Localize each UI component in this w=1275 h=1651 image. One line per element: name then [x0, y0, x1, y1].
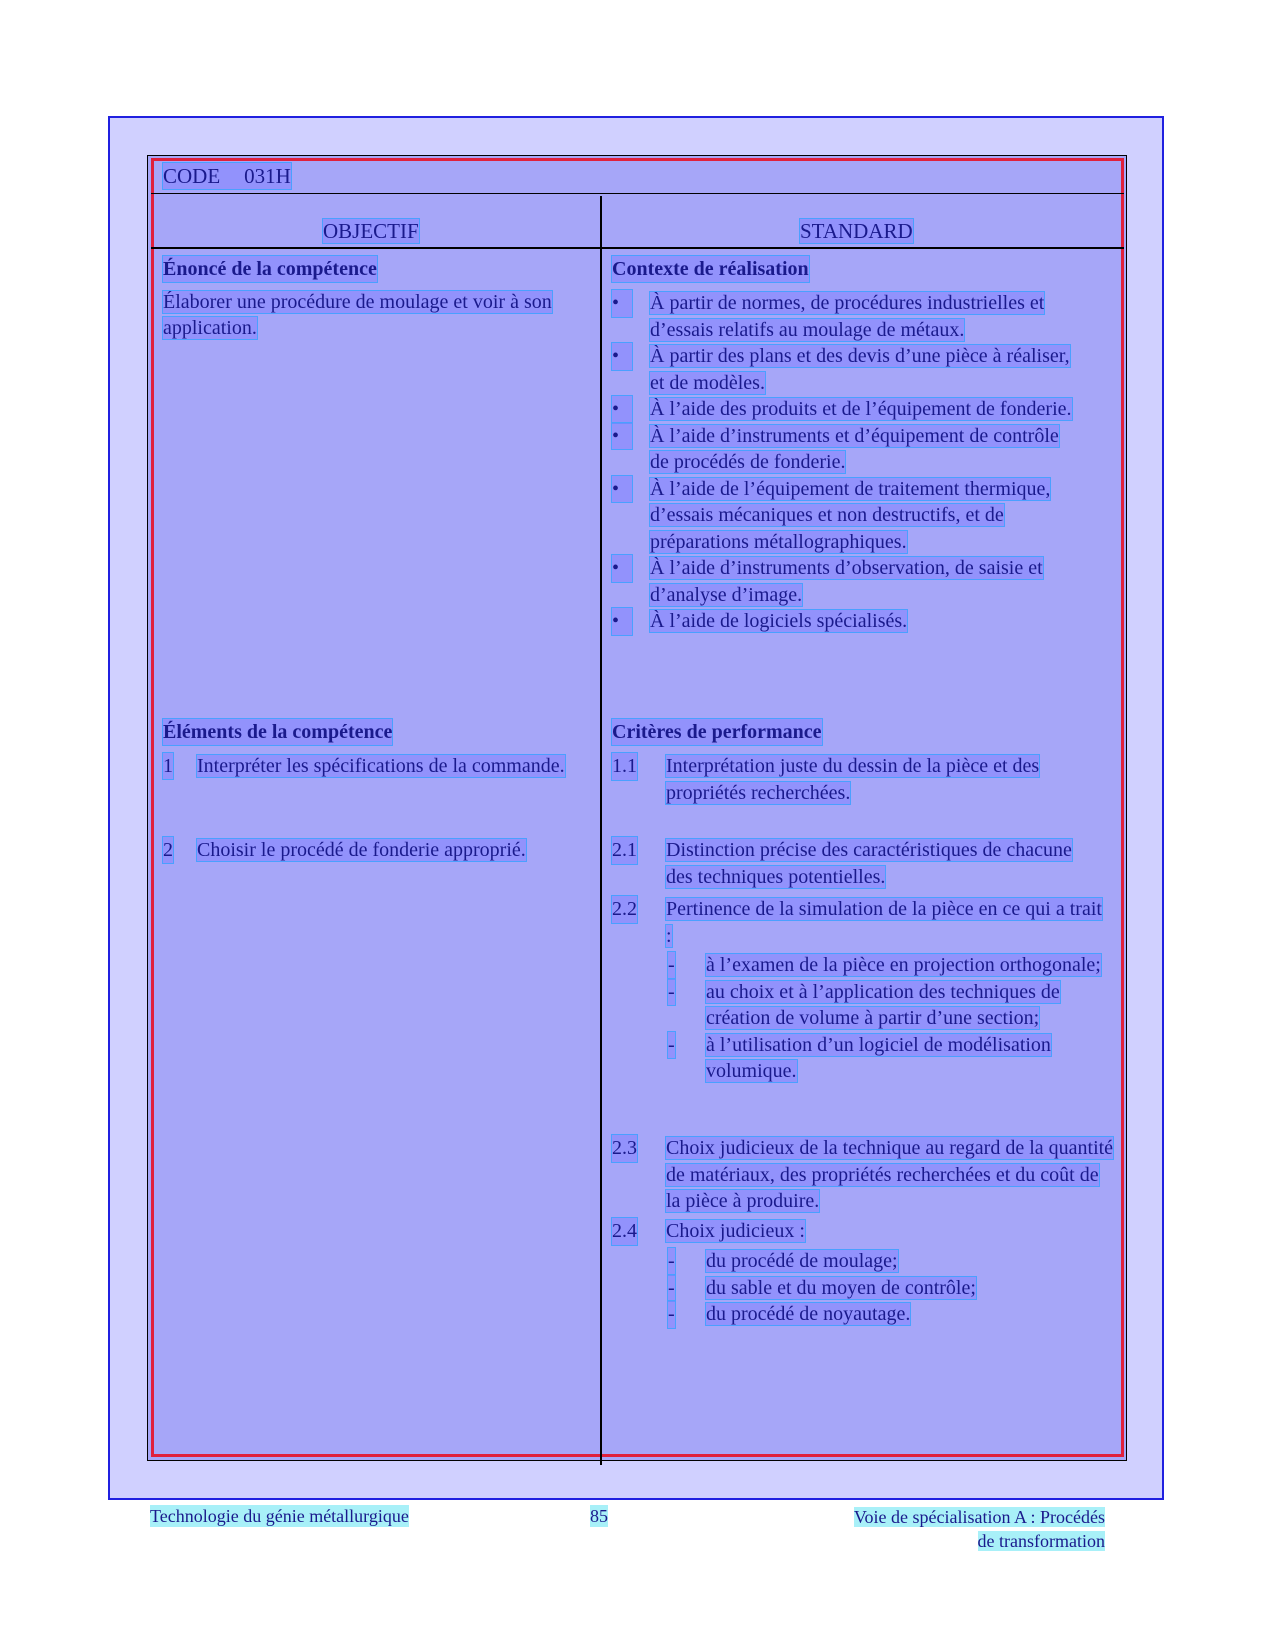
- divider: [151, 247, 1124, 249]
- footer-page-number: 85: [590, 1506, 608, 1526]
- list-item: - du procédé de moulage;: [668, 1248, 1108, 1275]
- footer-section-line1: Voie de spécialisation A : Procédés: [853, 1507, 1105, 1527]
- column-header-standard: [800, 218, 913, 244]
- list-item: • À partir de normes, de procédures industrielles et d’essais relatifs au moulage de métaux.: [612, 292, 1045, 341]
- critere-1-1: 1.1 Interprétation juste du dessin de la pièce et des propriétés recherchées.: [612, 755, 1040, 804]
- enonce-text: [163, 289, 599, 341]
- footer-program: Technologie du génie métallurgique: [150, 1506, 409, 1526]
- enonce-text-content: Élaborer une procédure de moulage et voir à son application.: [163, 291, 552, 339]
- column-divider: [600, 196, 602, 1465]
- list-item: - à l’examen de la pièce en projection orthogonale;: [668, 952, 1108, 979]
- critere-2-2: 2.2 Pertinence de la simulation de la pièce en ce qui a trait :: [612, 898, 1102, 947]
- list-item: • À l’aide de logiciels spécialisés.: [612, 608, 1082, 635]
- code-value: 031H: [244, 164, 291, 188]
- list-item: • À partir des plans et des devis d’une pièce à réaliser, et de modèles.: [612, 345, 1070, 394]
- list-item: • À l’aide d’instruments et d’équipement de contrôle de procédés de fonderie.: [612, 424, 1059, 473]
- critere-2-4-sublist: [668, 1248, 1108, 1328]
- contexte-title: Contexte de réalisation: [612, 258, 809, 280]
- standard-label: STANDARD: [800, 219, 913, 243]
- list-item: • À l’aide de l’équipement de traitement thermique, d’essais mécaniques et non destructifs, et de préparations métallographiques.: [612, 477, 1051, 553]
- list-item: - au choix et à l’application des techniques de création de volume à partir d’une section;: [668, 980, 1060, 1029]
- criteres-title: Critères de performance: [612, 721, 822, 743]
- critere-2-1: 2.1 Distinction précise des caractéristiques de chacune des techniques potentielles.: [612, 839, 1072, 888]
- critere-2-2-sublist: [668, 952, 1108, 1085]
- critere-2-3: 2.3 Choix judicieux de la technique au regard de la quantité de matériaux, des propriétés recherchées et du coût de la pièce à produire.: [612, 1137, 1114, 1212]
- column-header-objectif: [323, 218, 419, 244]
- list-item: • À l’aide des produits et de l’équipement de fonderie.: [612, 396, 1082, 423]
- list-item: - du procédé de noyautage.: [668, 1301, 1108, 1328]
- enonce-title: Énoncé de la compétence: [163, 258, 377, 280]
- code-label: [163, 163, 291, 189]
- critere-2-4: 2.4 Choix judicieux :: [612, 1218, 1122, 1245]
- footer-section-line2: de transformation: [977, 1531, 1105, 1551]
- list-item: - à l’utilisation d’un logiciel de modélisation volumique.: [668, 1033, 1051, 1082]
- elements-title: Éléments de la compétence: [163, 721, 393, 743]
- footer-section: [795, 1505, 1105, 1553]
- contexte-list: [612, 290, 1082, 635]
- code-key: CODE: [163, 164, 221, 188]
- objectif-label: OBJECTIF: [323, 219, 419, 243]
- list-item: - du sable et du moyen de contrôle;: [668, 1275, 1108, 1302]
- element-item: 2 Choisir le procédé de fonderie approprié.: [163, 839, 526, 861]
- element-item: 1 Interpréter les spécifications de la commande.: [163, 755, 565, 777]
- divider: [151, 193, 1124, 194]
- list-item: • À l’aide d’instruments d’observation, de saisie et d’analyse d’image.: [612, 557, 1043, 606]
